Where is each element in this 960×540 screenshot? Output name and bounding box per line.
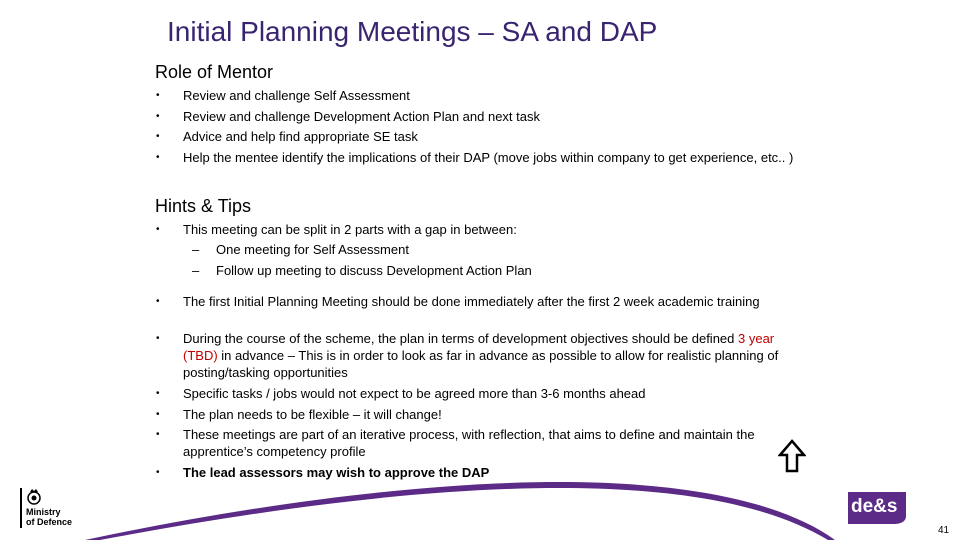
bullet-glyph: • — [156, 111, 160, 122]
dash-glyph: – — [192, 242, 200, 257]
list-item: Specific tasks / jobs would not expect to be agreed more than 3-6 months ahead — [183, 386, 646, 401]
bullet-glyph: • — [156, 90, 160, 101]
list-item: The plan needs to be flexible – it will change! — [183, 407, 442, 422]
sub-list-item: Follow up meeting to discuss Development Action Plan — [216, 263, 532, 278]
crest-icon — [26, 488, 42, 506]
mod-logo-line1: Ministry — [26, 507, 61, 517]
list-item-text: During the course of the scheme, the plan in terms of development objectives should be defined — [183, 331, 738, 346]
bullet-glyph: • — [156, 131, 160, 142]
page-title: Initial Planning Meetings – SA and DAP — [167, 16, 658, 47]
bullet-glyph: • — [156, 152, 160, 163]
dash-glyph: – — [192, 263, 200, 278]
list-item-bold: The lead assessors may wish to approve the DAP — [183, 465, 490, 480]
list-item: Review and challenge Development Action Plan and next task — [183, 109, 540, 124]
mod-logo — [18, 486, 90, 534]
bullet-glyph: • — [156, 333, 160, 344]
bullet-glyph: • — [156, 224, 160, 235]
list-item: Help the mentee identify the implications of their DAP (move jobs within company to get experience, etc.. ) — [183, 150, 794, 165]
section-heading-role-of-mentor: Role of Mentor — [155, 62, 274, 82]
des-logo-text: de&s — [851, 496, 898, 517]
section-heading-hints-tips: Hints & Tips — [155, 196, 252, 216]
list-item — [183, 330, 808, 381]
bullet-glyph: • — [156, 467, 160, 478]
list-item: The first Initial Planning Meeting should be done immediately after the first 2 week academic training — [183, 294, 760, 309]
mod-logo-line2: of Defence — [26, 517, 73, 527]
list-item: These meetings are part of an iterative process, with reflection, that aims to define and maintain the apprentice’s competency profile — [183, 427, 755, 459]
bullet-glyph: • — [156, 429, 160, 440]
bullet-glyph: • — [156, 388, 160, 399]
list-item: This meeting can be split in 2 parts with a gap in between: — [183, 222, 517, 237]
highlight-text: 3 year (TBD) — [183, 331, 775, 363]
list-item-text: in advance – This is in order to look as far in advance as possible to allow for realistic planning of posting/tasking opportunities — [183, 348, 779, 380]
list-item: Advice and help find appropriate SE task — [183, 129, 418, 144]
bullet-glyph: • — [156, 409, 160, 420]
list-item: Review and challenge Self Assessment — [183, 88, 410, 103]
page-number: 41 — [938, 525, 950, 536]
des-logo — [842, 488, 912, 528]
sub-list-item: One meeting for Self Assessment — [216, 242, 409, 257]
up-arrow-icon — [778, 439, 806, 473]
bullet-glyph: • — [156, 296, 160, 307]
